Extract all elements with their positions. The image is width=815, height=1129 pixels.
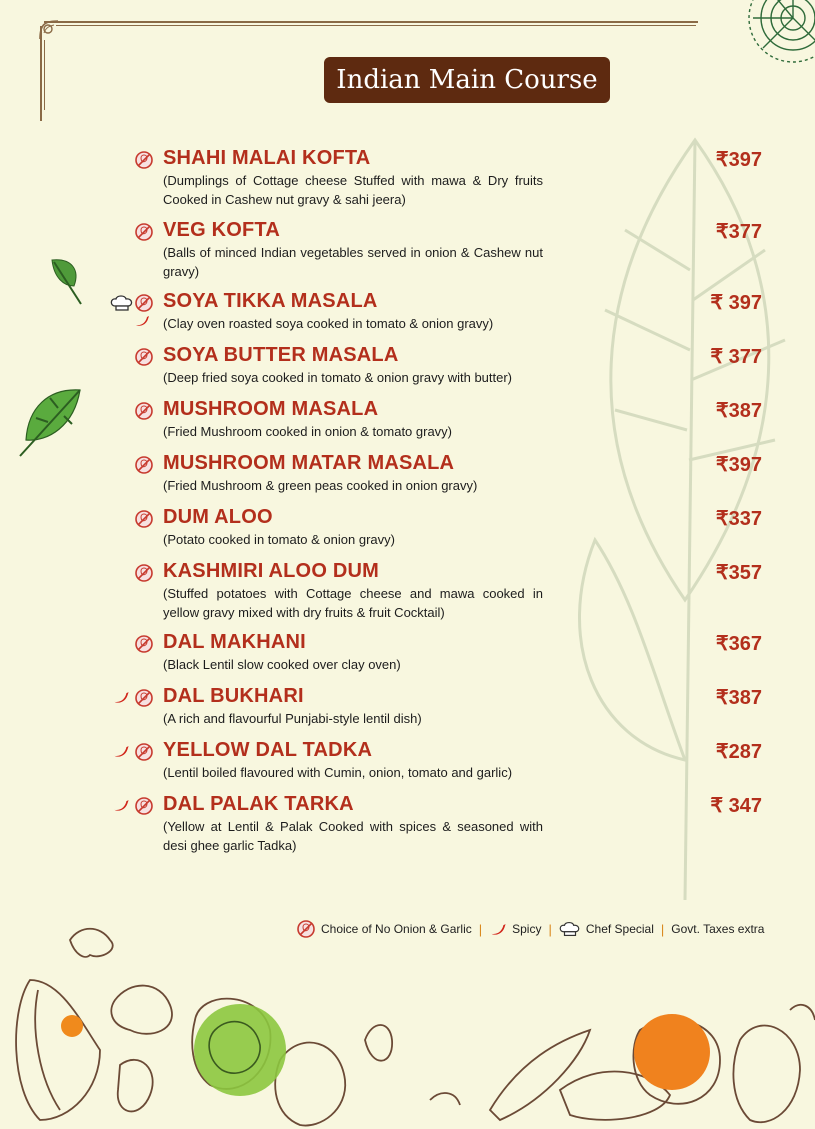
vegetables-illustration bbox=[0, 920, 815, 1129]
no-onion-garlic-icon bbox=[134, 222, 154, 242]
chef-special-icon bbox=[110, 295, 134, 311]
no-onion-garlic-icon bbox=[134, 509, 154, 529]
menu-item-price: ₹387 bbox=[715, 400, 762, 422]
menu-item-description: (Fried Mushroom & green peas cooked in onion gravy) bbox=[163, 478, 478, 493]
menu-item-name: DAL MAKHANI bbox=[163, 631, 306, 653]
menu-item-name: VEG KOFTA bbox=[163, 219, 280, 241]
menu-item-description: (Balls of minced Indian vegetables served in onion & Cashew nut gravy) bbox=[163, 245, 543, 279]
menu-item-description: (Lentil boiled flavoured with Cumin, onion, tomato and garlic) bbox=[163, 765, 513, 780]
menu-item-price: ₹ 377 bbox=[710, 346, 762, 368]
no-onion-garlic-icon bbox=[134, 796, 154, 816]
menu-item-description: (Yellow at Lentil & Palak Cooked with spices & seasoned with desi ghee garlic Tadka) bbox=[163, 819, 543, 853]
menu-item-price: ₹397 bbox=[715, 454, 762, 476]
menu-item-price: ₹ 347 bbox=[710, 795, 762, 817]
corner-ornament-icon bbox=[36, 17, 62, 43]
spicy-icon bbox=[112, 745, 130, 758]
menu-item-description: (Stuffed potatoes with Cottage cheese and mawa cooked in yellow gravy mixed with dry fruits & fruit Cocktail) bbox=[163, 586, 543, 620]
menu-item-description: (A rich and flavourful Punjabi-style lentil dish) bbox=[163, 711, 422, 726]
legend-separator: | bbox=[478, 921, 483, 937]
menu-item-price: ₹387 bbox=[715, 687, 762, 709]
menu-item-name: DUM ALOO bbox=[163, 506, 273, 528]
no-onion-garlic-icon bbox=[134, 150, 154, 170]
menu-item-name: DAL PALAK TARKA bbox=[163, 793, 354, 815]
legend-separator: | bbox=[548, 921, 552, 937]
no-onion-garlic-icon bbox=[134, 742, 154, 762]
menu-item-description: (Potato cooked in tomato & onion gravy) bbox=[163, 532, 395, 547]
menu-item-price: ₹337 bbox=[715, 508, 762, 530]
menu-item-description: (Deep fried soya cooked in tomato & onion gravy with butter) bbox=[163, 370, 513, 385]
menu-item-price: ₹397 bbox=[715, 149, 762, 171]
no-onion-garlic-icon bbox=[134, 563, 154, 583]
legend-no-onion-label: Choice of No Onion & Garlic bbox=[321, 922, 472, 936]
menu-item-price: ₹ 397 bbox=[710, 292, 762, 314]
menu-item-name: DAL BUKHARI bbox=[163, 685, 304, 707]
background-leaf-illustration bbox=[535, 120, 815, 920]
leaf-decoration-icon bbox=[18, 386, 84, 458]
no-onion-garlic-icon bbox=[134, 347, 154, 367]
leaf-decoration-icon bbox=[48, 256, 84, 306]
menu-item-price: ₹377 bbox=[715, 221, 762, 243]
menu-item-name: SHAHI MALAI KOFTA bbox=[163, 147, 371, 169]
no-onion-garlic-icon bbox=[134, 634, 154, 654]
legend-taxes-label: Govt. Taxes extra bbox=[671, 922, 765, 936]
legend-separator: | bbox=[660, 921, 665, 937]
menu-item-name: MUSHROOM MATAR MASALA bbox=[163, 452, 455, 474]
legend-spicy-label: Spicy bbox=[512, 922, 542, 936]
no-onion-garlic-icon bbox=[134, 401, 154, 421]
menu-item-description: (Black Lentil slow cooked over clay oven) bbox=[163, 657, 401, 672]
spicy-icon bbox=[112, 799, 130, 812]
no-onion-garlic-icon bbox=[134, 688, 154, 708]
menu-item-description: (Fried Mushroom cooked in onion & tomato gravy) bbox=[163, 424, 453, 439]
spicy-icon bbox=[112, 691, 130, 704]
frame-border-top bbox=[44, 21, 698, 23]
mandala-ornament-icon bbox=[723, 0, 815, 88]
menu-item-description: (Dumplings of Cottage cheese Stuffed with mawa & Dry fruits Cooked in Cashew nut gravy & sahi jeera) bbox=[163, 173, 543, 207]
menu-item-name: YELLOW DAL TADKA bbox=[163, 739, 373, 761]
menu-item-price: ₹357 bbox=[715, 562, 762, 584]
no-onion-garlic-icon bbox=[134, 455, 154, 475]
menu-item-price: ₹287 bbox=[715, 741, 762, 763]
frame-border-left-inner bbox=[44, 40, 45, 110]
frame-border-top-inner bbox=[56, 25, 696, 26]
menu-item-name: KASHMIRI ALOO DUM bbox=[163, 560, 379, 582]
menu-item-name: SOYA BUTTER MASALA bbox=[163, 344, 399, 366]
menu-item-name: SOYA TIKKA MASALA bbox=[163, 290, 378, 312]
menu-item-description: (Clay oven roasted soya cooked in tomato & onion gravy) bbox=[163, 316, 494, 331]
menu-item-name: MUSHROOM MASALA bbox=[163, 398, 379, 420]
spicy-icon bbox=[134, 315, 150, 327]
legend-chef-label: Chef Special bbox=[585, 922, 654, 936]
menu-item-price: ₹367 bbox=[715, 633, 762, 655]
page-title: Indian Main Course bbox=[324, 57, 610, 103]
no-onion-garlic-icon bbox=[134, 293, 154, 313]
